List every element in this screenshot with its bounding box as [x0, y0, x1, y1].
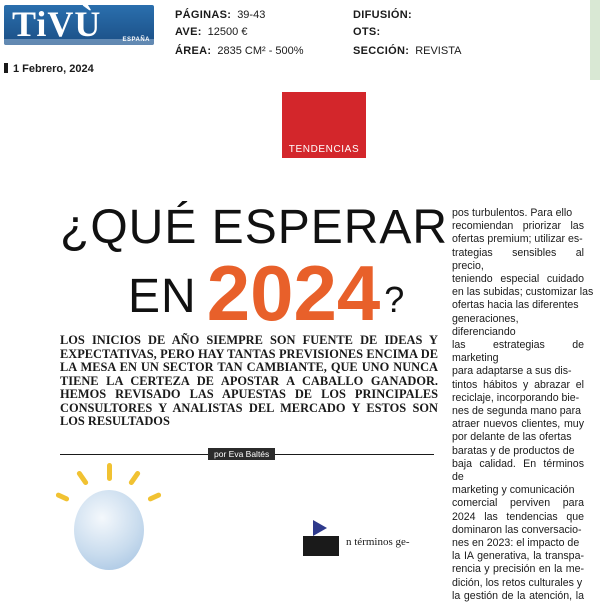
column-line: comercial perviven para — [452, 497, 584, 510]
meta-seccion — [353, 45, 461, 57]
column-line: ofertas hacia las diferentes — [452, 299, 579, 312]
byline: por Eva Baltés — [208, 448, 275, 460]
meta-area — [175, 45, 304, 57]
logo-subtitle: ESPAÑA — [122, 37, 150, 43]
tivu-logo — [4, 5, 154, 45]
meta-seccion-value: REVISTA — [415, 45, 462, 57]
column-line: nes en 2023: el impacto de — [452, 537, 580, 550]
right-column-text — [452, 207, 594, 603]
column-line: generaciones, diferenciando — [452, 312, 519, 338]
logo-text: TiVÙ — [12, 5, 102, 44]
column-line: ofertas premium; utilizar es- — [452, 233, 583, 246]
meta-ave-label: AVE: — [175, 26, 202, 38]
column-line: atraer nuevos clientes, muy — [452, 418, 584, 431]
meta-ots — [353, 26, 386, 38]
column-line: rencia y precisión en la me- — [452, 563, 584, 576]
column-line: 2024 las tendencias que — [452, 510, 584, 523]
column-line: recomiendan priorizar las — [452, 220, 584, 233]
light-ray — [147, 492, 162, 502]
column-line: por delante de las ofertas — [452, 431, 572, 444]
column-line: trategias sensibles al precio, — [452, 246, 584, 272]
arrow-icon — [313, 520, 327, 536]
meta-ave-value: 12500 € — [207, 26, 248, 38]
section-tag-block — [282, 92, 366, 158]
column-line: tintos hábitos y abrazar el — [452, 378, 584, 391]
headline-prefix: EN — [128, 270, 197, 323]
meta-difusion-label: DIFUSIÓN: — [353, 9, 412, 21]
headline-year: 2024 — [206, 249, 381, 337]
meta-paginas-value: 39-43 — [237, 9, 266, 21]
meta-area-label: ÁREA: — [175, 45, 212, 57]
meta-ave — [175, 26, 247, 38]
column-line: reciclaje, incorporando bie- — [452, 391, 580, 404]
column-line: pos turbulentos. Para ello — [452, 207, 573, 219]
meta-difusion — [353, 9, 418, 21]
column-line: dición, los retos culturales y — [452, 576, 583, 589]
light-ray — [55, 492, 70, 502]
headline-qmark: ? — [384, 279, 406, 320]
headline-line-2 — [128, 248, 405, 339]
column-line: la gestión de la atención, la — [452, 589, 584, 602]
article-lede: LOS INICIOS DE AÑO SIEMPRE SON FUENTE DE IDEAS Y EXPECTATIVAS, PERO HAY TANTAS PREVISIONES ENCIMA DE LA MESA EN UN SECTOR TAN CAMBIANTE, QUE UNO NUNCA TIENE LA CERTEZA DE APOSTAR A CABALLO GANADOR. HEMOS REVISADO LAS APUESTAS DE LOS PRINCIPALES CONSULTORES Y ANALISTAS DEL MERCADO Y ESTOS SON LOS RESULTADOS — [60, 333, 438, 428]
column-line: baja calidad. En términos de — [452, 457, 584, 484]
meta-area-value: 2835 CM² - 500% — [217, 45, 304, 57]
light-ray — [76, 470, 89, 486]
column-line: dominaron las conversacio- — [452, 523, 582, 536]
clipping-date-text: 1 Febrero, 2024 — [13, 63, 94, 75]
clipping-date — [4, 63, 94, 75]
column-line: nes de segunda mano para — [452, 405, 581, 418]
meta-paginas — [175, 9, 265, 21]
section-tag: TENDENCIAS — [288, 144, 360, 155]
lightbulb-glass — [74, 490, 144, 570]
dropcap-block — [303, 536, 339, 556]
column-line: la IA generativa, la transpa- — [452, 550, 584, 563]
column-line: las estrategias de marketing — [452, 339, 584, 365]
light-ray — [128, 470, 141, 486]
column-line: teniendo especial cuidado — [452, 273, 584, 286]
side-bar — [590, 0, 600, 80]
headline-line-1: ¿QUÉ ESPERAR — [60, 201, 449, 254]
body-start-text: n términos ge- — [346, 536, 410, 548]
date-marker — [4, 63, 8, 73]
meta-paginas-label: PÁGINAS: — [175, 9, 232, 21]
column-line: para adaptarse a sus dis- — [452, 365, 572, 378]
meta-ots-label: OTS: — [353, 26, 381, 38]
meta-seccion-label: SECCIÓN: — [353, 45, 410, 57]
column-line: baratas y de productos de — [452, 444, 575, 457]
column-line: marketing y comunicación — [452, 484, 575, 497]
light-ray — [107, 463, 112, 481]
column-line: en las subidas; customizar las — [452, 286, 594, 299]
